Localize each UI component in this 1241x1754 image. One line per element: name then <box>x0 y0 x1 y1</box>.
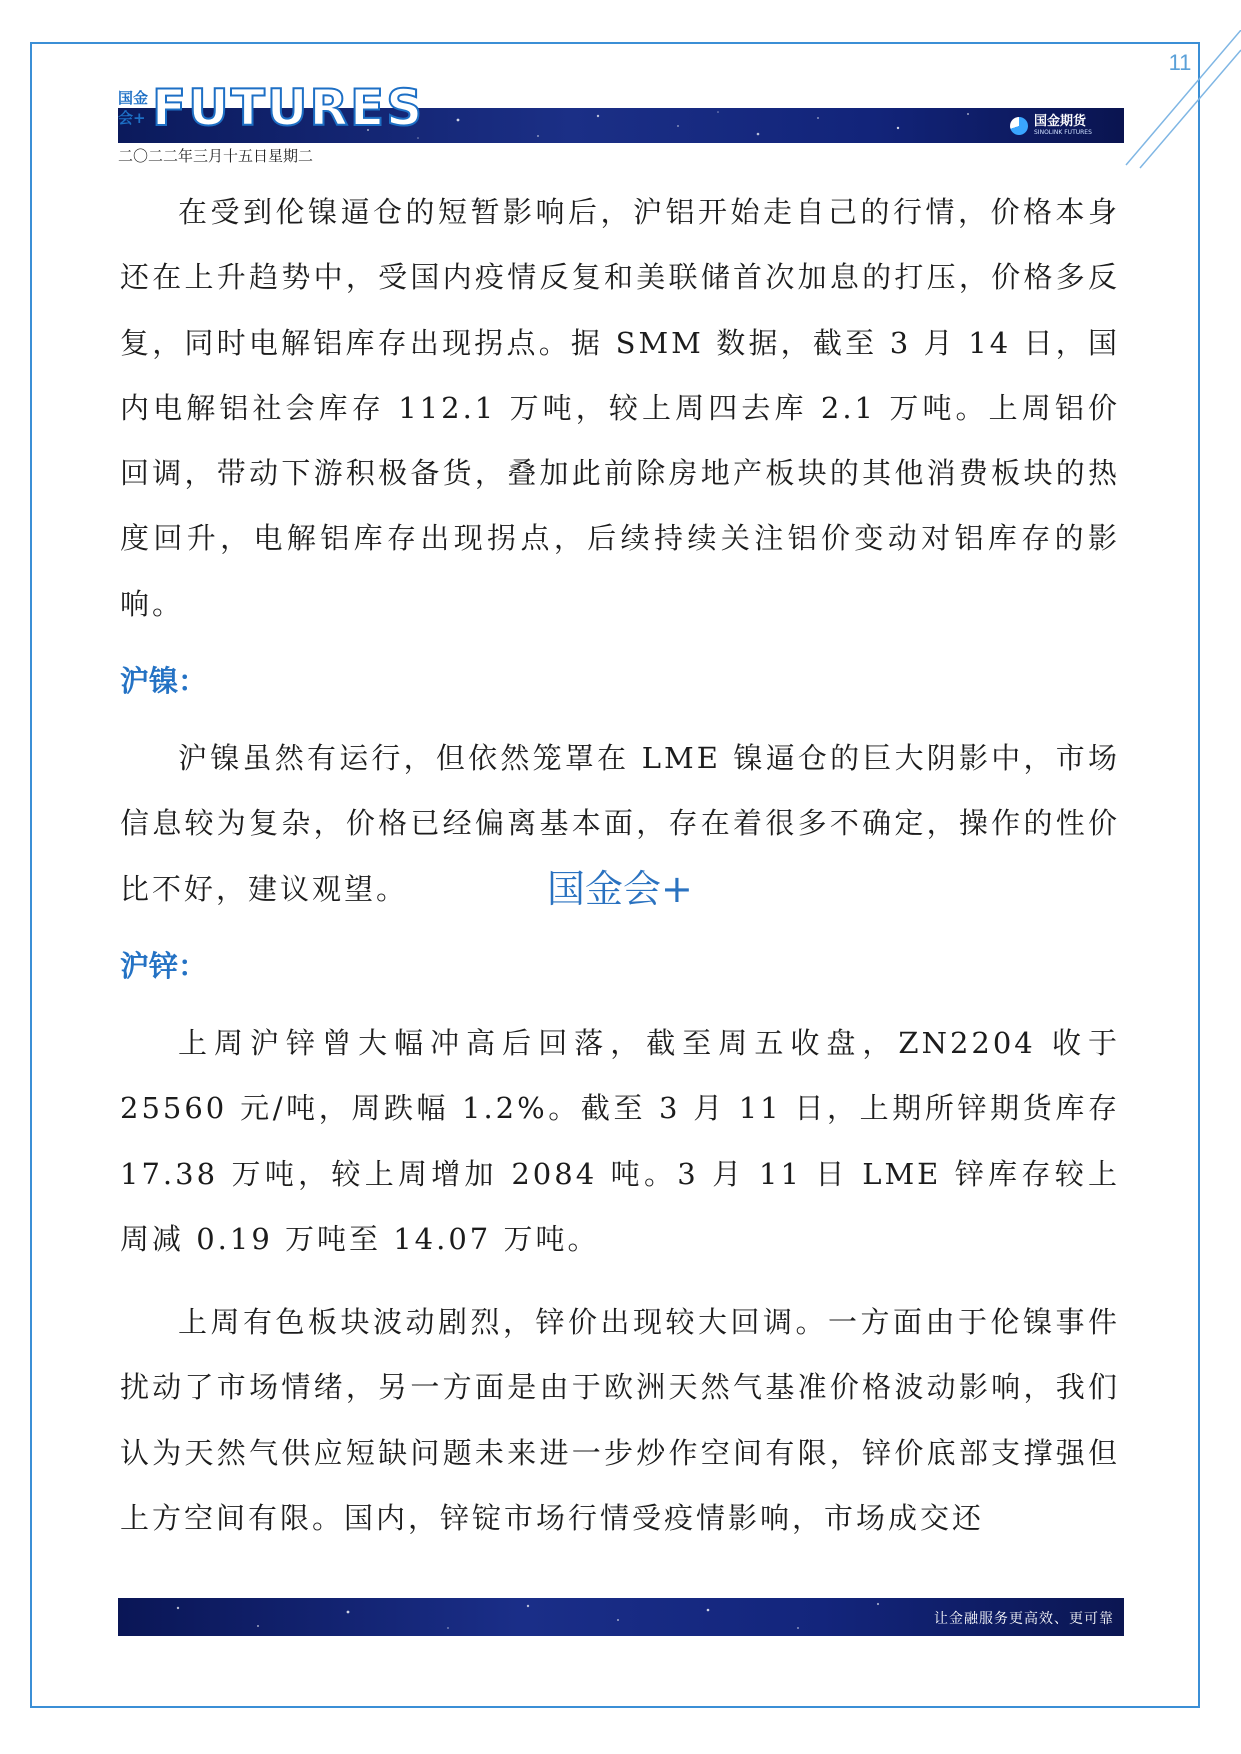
brand-futures-logo: FUTURES <box>152 79 425 137</box>
footer-banner <box>118 1598 1124 1636</box>
footer-slogan: 让金融服务更高效、更可靠 <box>934 1611 1114 1627</box>
report-date: 二〇二二年三月十五日星期二 <box>118 147 314 165</box>
aluminum-paragraph: 在受到伦镍逼仓的短暂影响后，沪铝开始走自己的行情，价格本身还在上升趋势中，受国内疫情反复和美联储首次加息的打压，价格多反复，同时电解铝库存出现拐点。据 SMM 数据，截至 3 月 14 日，国内电解铝社会库存 112.1 万吨，较上周四去库 2.1 万吨。上周铝价回调，带动下游积极备货，叠加此前除房地产板块的其他消费板块的热度回升，电解铝库存出现拐点，后续持续关注铝价变动对铝库存的影响。 <box>120 195 1120 621</box>
section-heading-nickel: 沪镍： <box>120 664 208 699</box>
company-logo-icon <box>1010 117 1028 135</box>
company-name-en: SINOLINK FUTURES <box>1034 129 1092 136</box>
company-name: 国金期货 <box>1034 114 1087 129</box>
zinc-paragraph-2: 上周有色板块波动剧烈，锌价出现较大回调。一方面由于伦镍事件扰动了市场情绪，另一方面是由于欧洲天然气基准价格波动影响，我们认为天然气供应短缺问题未来进一步炒作空间有限，锌价底部支撑强但上方空间有限。国内，锌锭市场行情受疫情影响，市场成交还 <box>120 1305 1120 1536</box>
section-heading-zinc: 沪锌： <box>120 948 208 983</box>
company-logo <box>1010 114 1092 138</box>
watermark-text: 国金会+ <box>547 867 693 911</box>
brand-small-logo: 国金会+ <box>118 89 149 127</box>
nickel-paragraph: 沪镍虽然有运行，但依然笼罩在 LME 镍逼仓的巨大阴影中，市场信息较为复杂，价格已经偏离基本面，存在着很多不确定，操作的性价比不好，建议观望。 <box>120 741 1120 906</box>
page-number: 11 <box>1168 50 1192 75</box>
zinc-paragraph-1: 上周沪锌曾大幅冲高后回落，截至周五收盘，ZN2204 收于 25560 元/吨，周跌幅 1.2%。截至 3 月 11 日，上期所锌期货库存 17.38 万吨，较上周增加 2084 吨。3 月 11 日 LME 锌库存较上周减 0.19 万吨至 14.07 万吨。 <box>120 1025 1120 1256</box>
